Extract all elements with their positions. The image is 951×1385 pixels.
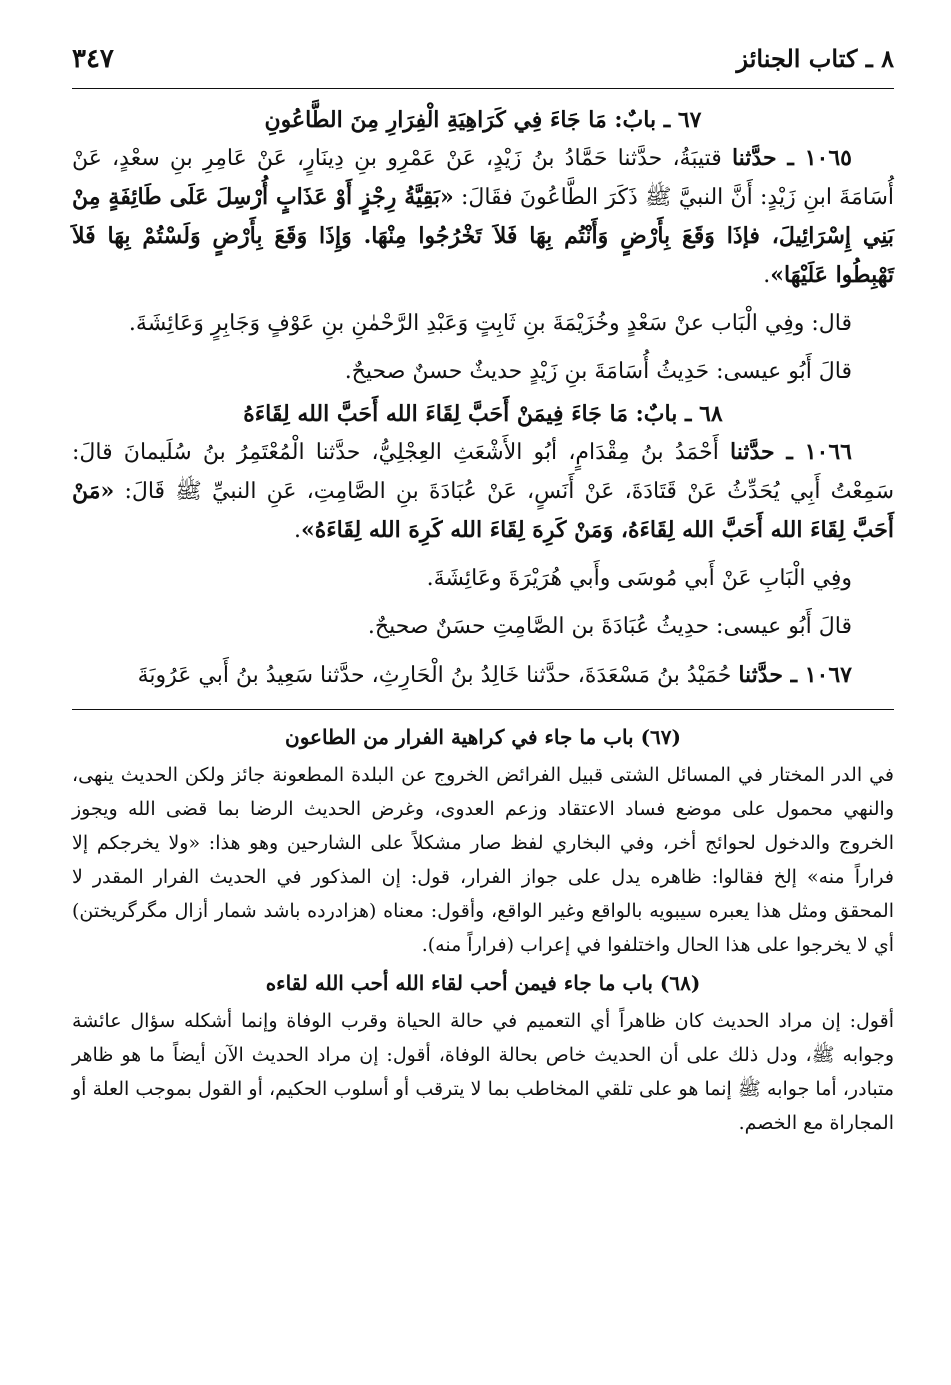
commentary-68-heading: (٦٨) باب ما جاء فيمن أحب لقاء الله أحب الله لقاءه xyxy=(265,971,701,995)
hadith-1065-number: ١٠٦٥ ـ حدَّثنا xyxy=(731,145,852,171)
book-title: ٨ ـ كتاب الجنائز xyxy=(736,44,894,73)
chapter-67-bab-note: قال: وفِي الْبَاب عنْ سَعْدٍ وخُزَيْمَةَ بنِ ثَابِتٍ وَعَبْدِ الرَّحْمٰنِ بنِ عَوْفٍ وَجَابِرٍ وَعَائِشَةَ. xyxy=(128,311,852,336)
commentary-67-text: في الدر المختار في المسائل الشتى قبيل الفرائض الخروج عن البلدة المطعونة جائز ولكن الحديث ينهى، والنهي محمول على موضع فساد الاعتقاد وزعم العدوى، وغرض الحديث الرضا بما قضى الله ويجوز الخروج والدخول لحوائج أخر، وفي البخاري لفظ صار مشكلاً على الشارحين وهو هذا: «ولا يخرجكم إلا فراراً منه» إلخ فقالوا: ظاهره يدل على جواز الفرار، قول: إن المذكور في الحديث الفرار المقدر لا المحقق ومثل هذا يعبره سيبويه بالواقع وغير الواقع، وأقول: معناه (هزادرده باشد شمار أزال مگرگريختن) أي لا يخرجوا على هذا الحال واختلفوا في إعراب (فراراً منه). xyxy=(72,764,894,956)
hadith-1067 xyxy=(72,656,894,695)
chapter-68-grading: قالَ أَبُو عيسى: حدِيثُ عُبَادَةَ بن الصَّامِتِ حسَنٌ صحيحٌ. xyxy=(367,614,852,639)
hadith-1065 xyxy=(72,139,894,295)
running-header xyxy=(72,40,894,89)
hadith-1066 xyxy=(72,433,894,550)
hadith-1067-chain: حُمَيْدُ بنُ مَسْعَدَةَ، حدَّثنا خَالِدُ بنُ الْحَارِثِ، حدَّثنا سَعِيدُ بنُ أَبي عَرُوبَةَ xyxy=(137,663,739,688)
chapter-67-heading: ٦٧ ـ بابٌ: مَا جَاءَ فِي كَرَاهِيَةِ الْفِرَارِ مِنَ الطَّاعُونِ xyxy=(264,107,702,133)
commentary-67-heading: (٦٧) باب ما جاء في كراهية الفرار من الطاعون xyxy=(285,725,681,749)
hadith-1066-number: ١٠٦٦ ـ حدَّثنا xyxy=(729,439,852,465)
hadith-1066-end: . xyxy=(294,518,302,543)
hadith-1065-chain: قتيبَةُ، حدَّثنا حَمَّادُ بنُ زَيْدٍ، عَنْ عَمْرِو بنِ دِينَارٍ، عَنْ عَامِرِ بنِ سعْدٍ، عَنْ أُسَامَةَ ابنِ زَيْدٍ: أَنَّ النبيَّ ﷺ ذَكَرَ الطَّاعُونَ فقَالَ: xyxy=(72,146,894,210)
footnote-divider xyxy=(72,709,894,710)
chapter-67-grading: قالَ أَبُو عيسى: حَدِيثُ أُسَامَةَ بنِ زَيْدٍ حديثٌ حسنٌ صحيحٌ. xyxy=(344,359,852,384)
hadith-1066-matn: «مَنْ أَحَبَّ لِقَاءَ الله أَحَبَّ الله لِقَاءَهُ، وَمَنْ كَرِهَ لِقَاءَ الله كَرِهَ الله لِقَاءَهُ» xyxy=(72,478,894,543)
hadith-1067-number: ١٠٦٧ ـ حدَّثنا xyxy=(738,662,852,688)
hadith-1065-end: . xyxy=(763,263,771,288)
page-number: ٣٤٧ xyxy=(72,44,114,74)
book-page xyxy=(72,40,894,1140)
chapter-68-heading: ٦٨ ـ بابٌ: مَا جَاءَ فِيمَنْ أَحَبَّ لِقَاءَ الله أَحَبَّ الله لِقَاءَهُ xyxy=(243,401,723,427)
hadith-1065-matn: «بَقِيَّةُ رِجْزٍ أَوْ عَذَابٍ أُرْسِلَ عَلَى طَائِفَةٍ مِنْ بَنِي إِسْرَائِيلَ، فإذَا وَقَعَ بِأَرْضٍ وَأَنْتُم بِهَا فَلاَ تَخْرُجُوا مِنْهَا. وَإِذَا وَقَعَ بِأَرْضٍ وَلَسْتُمْ بِهَا فَلاَ تَهْبِطُوا عَلَيْهَا» xyxy=(72,184,894,288)
hadith-1066-chain: أَحْمَدُ بنُ مِقْدَامٍ، أبُو الأَشْعَثِ العِجْلِيُّ، حدَّثنا الْمُعْتَمِرُ بنُ سُلَيمانَ قالَ: سَمِعْتُ أَبِي يُحَدِّثُ عَنْ قَتَادَةَ، عَنْ أَنَسٍ، عَنْ عُبَادَةَ بنِ الصَّامِتِ، عَنِ النبيِّ ﷺ قَالَ: xyxy=(72,440,894,504)
commentary-68-text: أقول: إن مراد الحديث كان ظاهراً أي التعميم في حالة الحياة وقرب الوفاة وإنما أشكله سؤال عائشة وجوابه ﷺ، ودل ذلك على أن الحديث خاص بحالة الوفاة، أقول: إن مراد الحديث الآن أيضاً ما هو ظاهر متبادر، أما جوابه ﷺ إنما هو على تلقي المخاطب بما لا يترقب أو أسلوب الحكيم، أو القول بموجب العلة أو المجاراة مع الخصم. xyxy=(72,1010,894,1134)
chapter-68-bab-note: وفِي الْبَابِ عَنْ أَبي مُوسَى وأَبي هُرَيْرَةَ وعَائِشَةَ. xyxy=(426,566,852,591)
